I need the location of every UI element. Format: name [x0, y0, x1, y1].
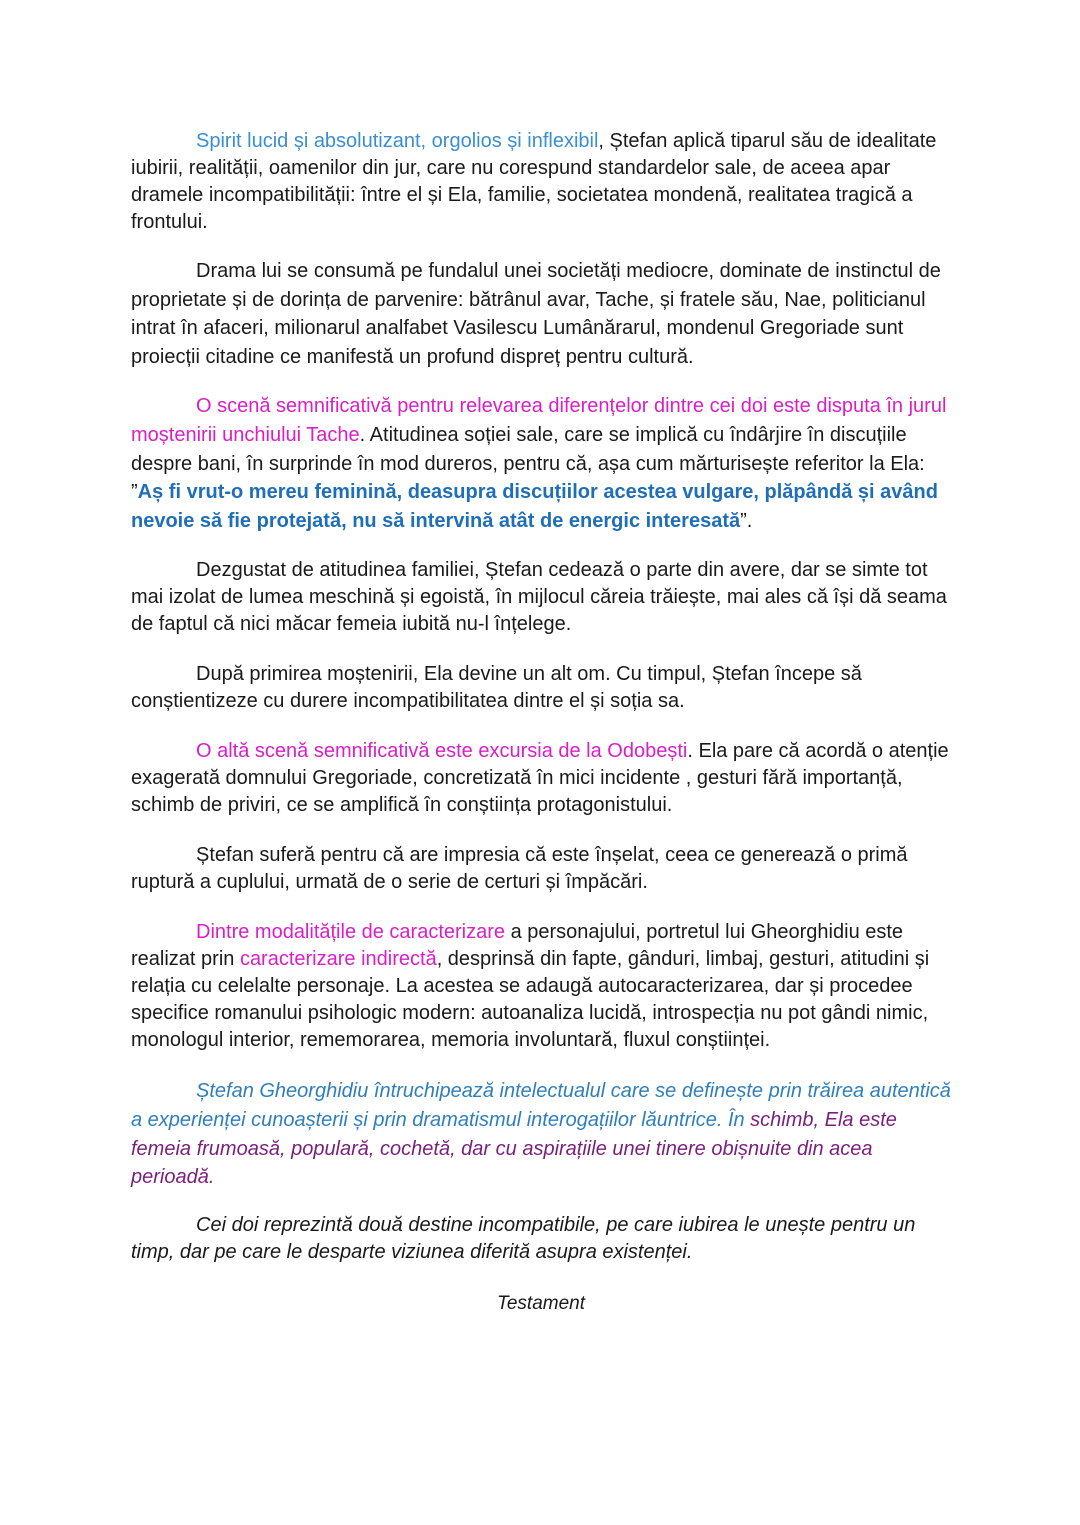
paragraph-stefan-portrait	[131, 128, 951, 236]
paragraph-text: După primirea moștenirii, Ela devine un alt om. Cu timpul, Ștefan începe să conștientizeze cu durere incompatibilitatea dintre el și soția sa.	[131, 663, 862, 713]
italic-blue-text: Ștefan Gheorghidiu întruchipează intelectualul care se definește prin trăirea autentică a experienței cunoașterii și prin dramatismul interogațiilor lăuntrice. În	[131, 1080, 951, 1131]
paragraph-disgust	[131, 557, 951, 638]
paragraph-text: Drama lui se consumă pe fundalul unei societăți mediocre, dominate de instinctul de proprietate și de dorința de parvenire: bătrânul avar, Tache, și fratele său, Nae, politicianul intrat în afaceri, milionarul analfabet Vasilescu Lumânărarul, mondenul Gregoriade sunt proiecții citadine ce manifestă un profund dispreț pentru cultură.	[131, 260, 941, 368]
highlighted-phrase: caracterizare indirectă	[239, 948, 437, 971]
quotation: Aș fi vrut-o mereu feminină, deasupra discuțiilor acestea vulgare, plăpândă și având nevoie să fie protejată, nu să intervină atât de energic interesată	[131, 481, 938, 532]
paragraph-text: a personajului, portretul lui Gheorghidiu este realizat prin	[131, 921, 904, 971]
paragraph-society	[131, 257, 951, 371]
highlighted-phrase: O scenă semnificativă pentru relevarea diferențelor dintre cei doi este disputa în jurul moștenirii unchiului Tache	[131, 395, 947, 446]
paragraph-text: . Atitudinea soției sale, care se implică cu îndârjire în discuțiile despre bani, în surprinde în mod dureros, pentru că, așa cum mărturisește referitor la Ela: ”	[131, 423, 925, 504]
document-page	[131, 128, 951, 1317]
paragraph-text: Dezgustat de atitudinea familiei, Ștefan cedează o parte din avere, dar se simte tot mai izolat de lumea meschină și egoistă, în mijlocul căreia trăiește, mai ales că își dă seama de faptul că nici măcar femeia iubită nu-l înțelege.	[131, 559, 947, 636]
paragraph-text: , Ștefan aplică tiparul său de idealitate iubirii, realității, oamenilor din jur, care nu corespund standardelor sale, de aceea apar dramele incompatibilității: între el și Ela, familie, societatea mondenă, realitatea tragică a frontului.	[131, 130, 937, 233]
paragraph-characterization	[131, 919, 951, 1054]
paragraph-text: , desprinsă din fapte, gânduri, limbaj, gesturi, atitudini și relația cu celelalte personaje. La acestea se adaugă autocaracterizarea, dar și procedee specifice romanului psihologic modern: autoanaliza lucidă, introspecția nu pot gândi nimic, monologul interior, rememorarea, memoria involuntară, fluxul conștiinței.	[131, 948, 930, 1052]
highlighted-phrase: O altă scenă semnificativă este excursia de la Odobești	[196, 740, 688, 763]
paragraph-text: Ștefan suferă pentru că are impresia că este înșelat, ceea ce generează o primă ruptură a cuplului, urmată de o serie de certuri și împăcări.	[131, 844, 908, 894]
highlighted-phrase: Dintre modalitățile de caracterizare	[196, 921, 506, 944]
highlighted-phrase: Spirit lucid și absolutizant, orgolios și inflexibil	[196, 130, 599, 152]
paragraph-contrast	[131, 1077, 951, 1191]
paragraph-after-inheritance	[131, 661, 951, 715]
paragraph-odobesti-scene	[131, 738, 951, 819]
paragraph-text: ”.	[740, 509, 753, 532]
paragraph-inheritance-scene	[131, 392, 951, 535]
paragraph-text: . Ela pare că acordă o atenție exagerată domnului Gregoriade, concretizată în mici incidente , gesturi fără importanță, schimb de priviri, ce se amplifică în conștiința protagonistului.	[131, 740, 949, 817]
paragraph-text: Cei doi reprezintă două destine incompatibile, pe care iubirea le unește pentru un timp, dar pe care le desparte viziunea diferită asupra existenței.	[131, 1213, 916, 1263]
paragraph-conclusion	[131, 1212, 951, 1266]
italic-purple-text: schimb, Ela este femeia frumoasă, populară, cochetă, dar cu aspirațiile unei tinere obișnuite din acea perioadă.	[131, 1108, 897, 1189]
paragraph-rupture	[131, 842, 951, 896]
signature: Testament	[496, 1292, 585, 1314]
